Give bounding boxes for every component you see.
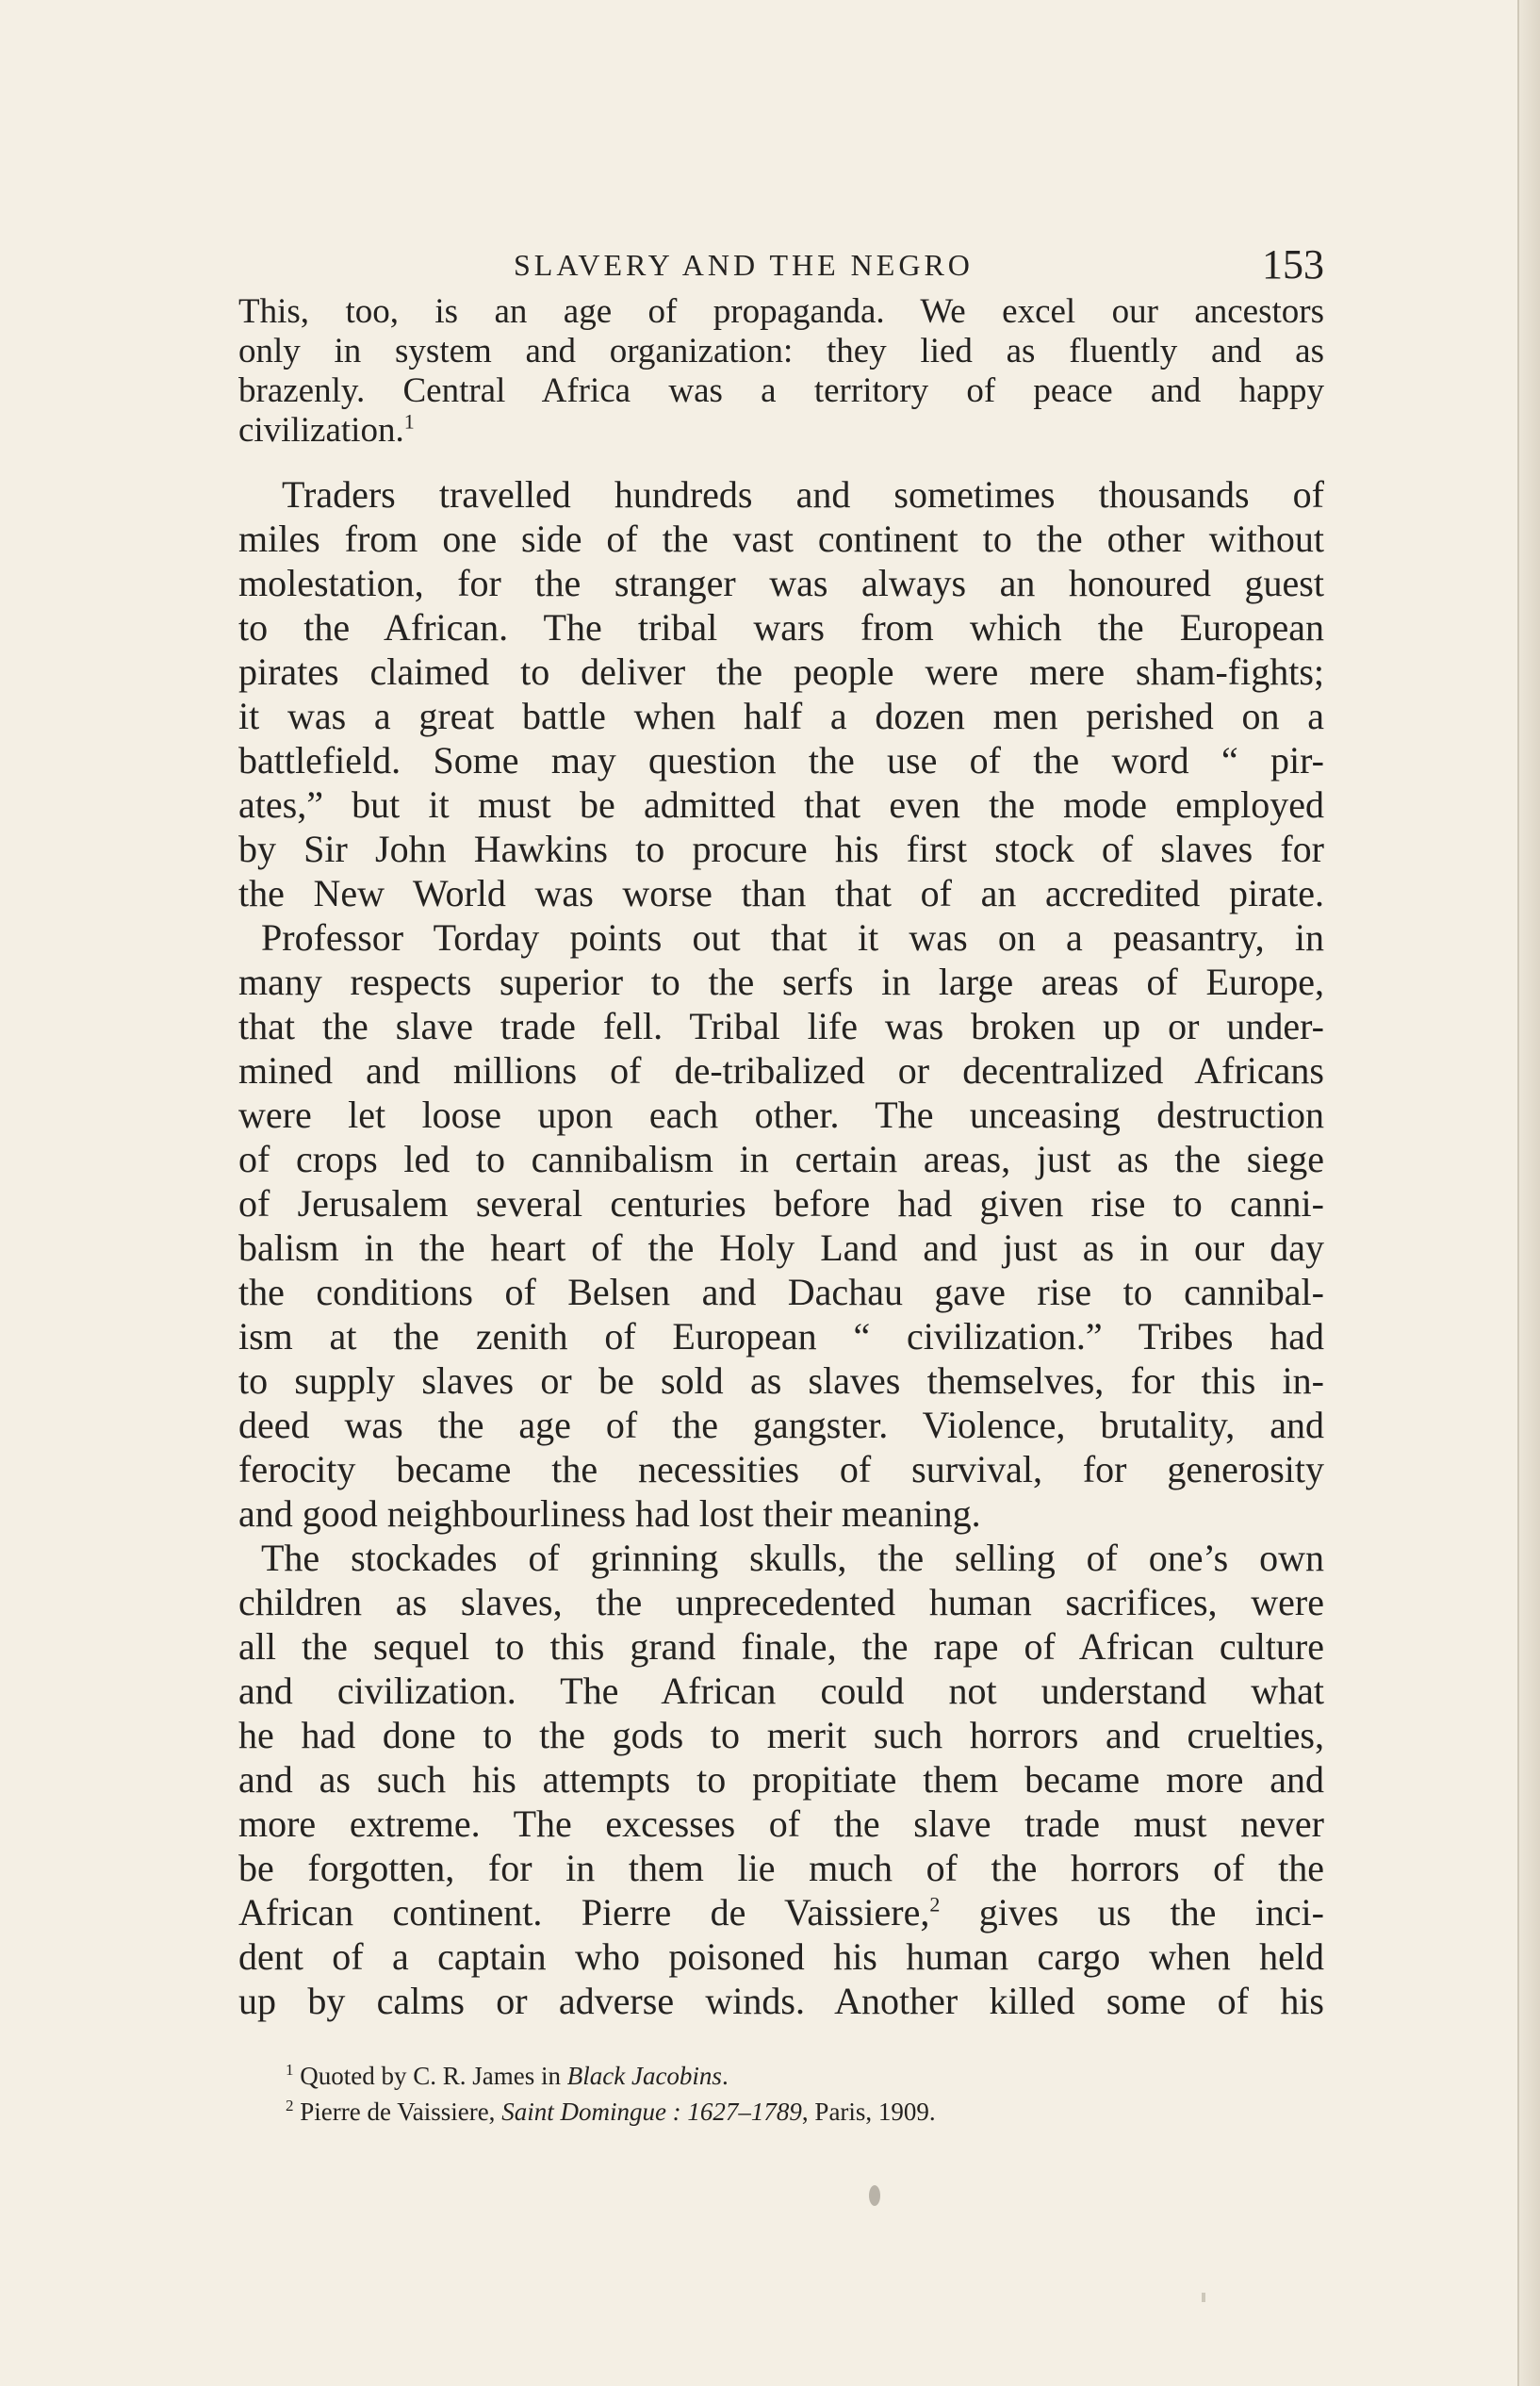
text-line: dent of a captain who poisoned his human cargo when held — [238, 1935, 1324, 1978]
text-line: it was a great battle when half a dozen men perished on a — [238, 695, 1324, 737]
text-line: only in system and organization: they lied as fluently and as — [238, 332, 1324, 370]
text-fragment: gives us the inci- — [940, 1891, 1324, 1933]
text-line: that the slave trade fell. Tribal life was broken up or under- — [238, 1005, 1324, 1047]
text-line: This, too, is an age of propaganda. We excel our ancestors — [238, 292, 1324, 331]
text-fragment: civilization. — [238, 411, 404, 450]
ink-speck — [1202, 2293, 1205, 2302]
text-fragment: African continent. Pierre de Vaissiere, — [238, 1891, 930, 1933]
footnote-ref: 2 — [929, 1892, 941, 1917]
paragraph-2 — [238, 472, 1324, 2023]
text-line — [238, 1890, 1324, 1934]
text-line: the New World was worse than that of an accredited pirate. — [238, 872, 1324, 914]
text-line: more extreme. The excesses of the slave trade must never — [238, 1802, 1324, 1845]
footnote-number: 2 — [286, 2097, 294, 2114]
footnote-number: 1 — [286, 2061, 294, 2079]
text-line: battlefield. Some may question the use of the word “ pir- — [238, 739, 1324, 782]
text-line: up by calms or adverse winds. Another killed some of his — [238, 1980, 1324, 2022]
running-title: SLAVERY AND THE NEGRO — [514, 248, 974, 282]
text-line: the conditions of Belsen and Dachau gave rise to cannibal- — [238, 1271, 1324, 1313]
footnote-text: Quoted by C. R. James in — [300, 2062, 567, 2090]
text-line: mined and millions of de-tribalized or decentralized Africans — [238, 1049, 1324, 1092]
text-line: and as such his attempts to propitiate them became more and — [238, 1758, 1324, 1801]
text-line: ism at the zenith of European “ civilization.” Tribes had — [238, 1315, 1324, 1358]
body-text — [238, 292, 1324, 2023]
text-line: were let loose upon each other. The unceasing destruction — [238, 1094, 1324, 1136]
text-line: The stockades of grinning skulls, the selling of one’s own — [261, 1537, 1324, 1579]
text-line: to supply slaves or be sold as slaves themselves, for this in- — [238, 1359, 1324, 1402]
ink-speck — [869, 2185, 880, 2206]
footnotes — [238, 2058, 1324, 2130]
text-line: to the African. The tribal wars from which the European — [238, 606, 1324, 649]
footnote-ref: 1 — [403, 409, 415, 434]
text-line: many respects superior to the serfs in large areas of Europe, — [238, 961, 1324, 1003]
text-line: and civilization. The African could not understand what — [238, 1670, 1324, 1712]
text-line: miles from one side of the vast continent to the other without — [238, 518, 1324, 560]
footnote-text: Pierre de Vaissiere, — [300, 2098, 502, 2126]
footnote-text-end: . — [721, 2062, 729, 2090]
page-number: 153 — [1262, 241, 1324, 288]
text-line: all the sequel to this grand finale, the rape of African culture — [238, 1625, 1324, 1668]
text-line: deed was the age of the gangster. Violence, brutality, and — [238, 1404, 1324, 1446]
running-head — [238, 240, 1324, 289]
text-line: and good neighbourliness had lost their meaning. — [238, 1492, 981, 1535]
footnote-1 — [238, 2058, 1324, 2094]
text-line: ferocity became the necessities of survival, for generosity — [238, 1448, 1324, 1490]
page-edge — [1517, 0, 1540, 2386]
text-line: by Sir John Hawkins to procure his first stock of slaves for — [238, 828, 1324, 870]
text-line: Traders travelled hundreds and sometimes thousands of — [282, 473, 1324, 516]
text-line: he had done to the gods to merit such horrors and cruelties, — [238, 1714, 1324, 1756]
footnote-text-end: , Paris, 1909. — [801, 2098, 936, 2126]
text-line: pirates claimed to deliver the people were mere sham-fights; — [238, 650, 1324, 693]
text-line: molestation, for the stranger was always an honoured guest — [238, 562, 1324, 604]
text-line: Professor Torday points out that it was on a peasantry, in — [261, 916, 1324, 959]
text-line: be forgotten, for in them lie much of the horrors of the — [238, 1847, 1324, 1889]
text-line: of Jerusalem several centuries before had given rise to canni- — [238, 1182, 1324, 1225]
text-line: balism in the heart of the Holy Land and just as in our day — [238, 1226, 1324, 1269]
text-line: of crops led to cannibalism in certain areas, just as the siege — [238, 1138, 1324, 1180]
text-line — [238, 411, 1324, 451]
text-line: ates,” but it must be admitted that even the mode employed — [238, 783, 1324, 826]
footnote-title: Black Jacobins — [566, 2062, 722, 2090]
text-line: brazenly. Central Africa was a territory of peace and happy — [238, 371, 1324, 410]
footnote-title: Saint Domingue : 1627–1789 — [501, 2098, 802, 2126]
paragraph-1 — [238, 292, 1324, 451]
text-line: children as slaves, the unprecedented human sacrifices, were — [238, 1581, 1324, 1623]
footnote-2 — [238, 2094, 1324, 2130]
